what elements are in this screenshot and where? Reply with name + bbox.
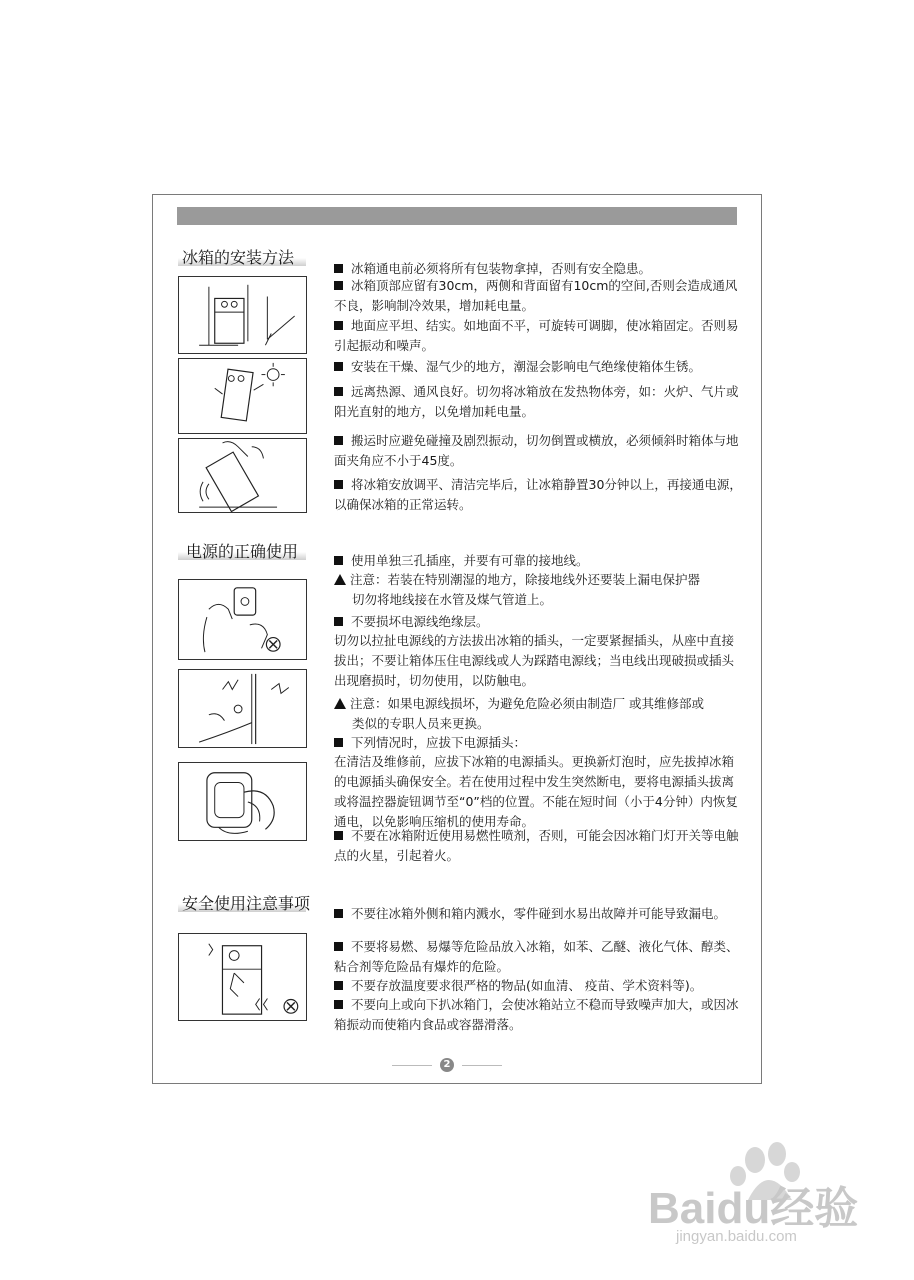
install-item-6: 搬运时应避免碰撞及剧烈振动，切勿倒置或横放，必须倾斜时箱体与地面夹角应不小于45度。	[334, 433, 739, 468]
divider	[462, 1065, 502, 1066]
bullet-icon	[334, 480, 343, 489]
install-item-5: 远离热源、通风良好。切勿将冰箱放在发热物体旁，如：火炉、气片或阳光直射的地方，以免增加耗电量。	[334, 384, 739, 419]
page-number: 2	[392, 1058, 502, 1072]
illustration-fridge-clearance	[178, 276, 307, 354]
power-item-1: 使用单独三孔插座，并要有可靠的接地线。	[334, 551, 744, 571]
install-item-4: 安装在干燥、湿气少的地方，潮湿会影响电气绝缘使箱体生锈。	[334, 357, 744, 377]
install-item-3: 地面应平坦、结实。如地面不平，可旋转可调脚，使冰箱固定。否则易引起振动和噪声。	[334, 318, 739, 353]
power-item-3-detail: 在清洁及维修前，应拔下冰箱的电源插头。更换新灯泡时，应先拔掉冰箱的电源插头确保安全。若在使用过程中发生突然断电，要将电源插头拔离或将温控器旋钮调节至“0”档的位置。不能在短时间（小于4分钟）内恢复通电，以免影响压缩机的使用寿命。	[334, 754, 738, 829]
bullet-icon	[334, 387, 343, 396]
bullet-icon	[334, 942, 343, 951]
safety-item-1: 不要往冰箱外侧和箱内溅水，零件碰到水易出故障并可能导致漏电。	[334, 904, 744, 924]
power-item-3: 下列情况时，应拔下电源插头：	[334, 733, 744, 753]
power-item-4: 不要在冰箱附近使用易燃性喷剂，否则，可能会因冰箱门灯开关等电触点的火星，引起着火。	[334, 828, 739, 863]
warning-icon	[334, 574, 346, 585]
bullet-icon	[334, 436, 343, 445]
bullet-icon	[334, 556, 343, 565]
safety-item-2: 不要将易燃、易爆等危险品放入冰箱，如苯、乙醚、液化气体、醇类、粘合剂等危险品有爆炸的危险。	[334, 939, 739, 974]
bullet-icon	[334, 362, 343, 371]
illustration-fridge-tilted	[178, 438, 307, 513]
section-title-install: 冰箱的安装方法	[182, 248, 295, 267]
warning-icon	[334, 698, 346, 709]
illustration-unplug	[178, 762, 307, 841]
illustration-fridge-sun	[178, 358, 307, 434]
bullet-icon	[334, 617, 343, 626]
power-note-2: 注意：如果电源线损坏，为避免危险必须由制造厂 或其维修部或 类似的专职人员来更换。	[334, 694, 744, 734]
bullet-icon	[334, 981, 343, 990]
power-item-2-detail: 切勿以拉扯电源线的方法拔出冰箱的插头，一定要紧握插头，从座中直接拔出；不要让箱体压住电源线或人为踩踏电源线；当电线出现破损或插头出现磨损时，切勿使用，以防触电。	[334, 633, 735, 688]
illustration-damaged-cord	[178, 669, 307, 748]
section-title-safety: 安全使用注意事项	[182, 894, 311, 913]
power-item-2: 不要损坏电源线绝缘层。	[334, 612, 744, 632]
bullet-icon	[334, 909, 343, 918]
divider	[392, 1065, 432, 1066]
illustration-climbing-fridge	[178, 933, 307, 1021]
bullet-icon	[334, 831, 343, 840]
bullet-icon	[334, 264, 343, 273]
section-title-power: 电源的正确使用	[186, 542, 299, 561]
bullet-icon	[334, 281, 343, 290]
power-note-1: 注意：若装在特别潮湿的地方，除接地线外还要装上漏电保护器 切勿将地线接在水管及煤气管道上。	[334, 570, 744, 610]
watermark-logo: Baidu经验 jingyan.baidu.com	[640, 1130, 870, 1250]
install-item-7: 将冰箱安放调平、清洁完毕后，让冰箱静置30分钟以上，再接通电源，以确保冰箱的正常运转。	[334, 477, 742, 512]
safety-item-3: 不要存放温度要求很严格的物品(如血清、 疫苗、学术资料等)。	[334, 976, 744, 996]
bullet-icon	[334, 1000, 343, 1009]
illustration-plug-socket	[178, 579, 307, 660]
install-item-1: 冰箱通电前必须将所有包装物拿掉，否则有安全隐患。	[334, 259, 744, 279]
header-bar	[177, 207, 737, 225]
install-item-2: 冰箱顶部应留有30cm，两侧和背面留有10cm的空间,否则会造成通风不良，影响制冷效果，增加耗电量。	[334, 278, 738, 313]
bullet-icon	[334, 321, 343, 330]
safety-item-4: 不要向上或向下扒冰箱门，会使冰箱站立不稳而导致噪声加大，或因冰箱振动而使箱内食品或容器滑落。	[334, 997, 739, 1032]
bullet-icon	[334, 738, 343, 747]
